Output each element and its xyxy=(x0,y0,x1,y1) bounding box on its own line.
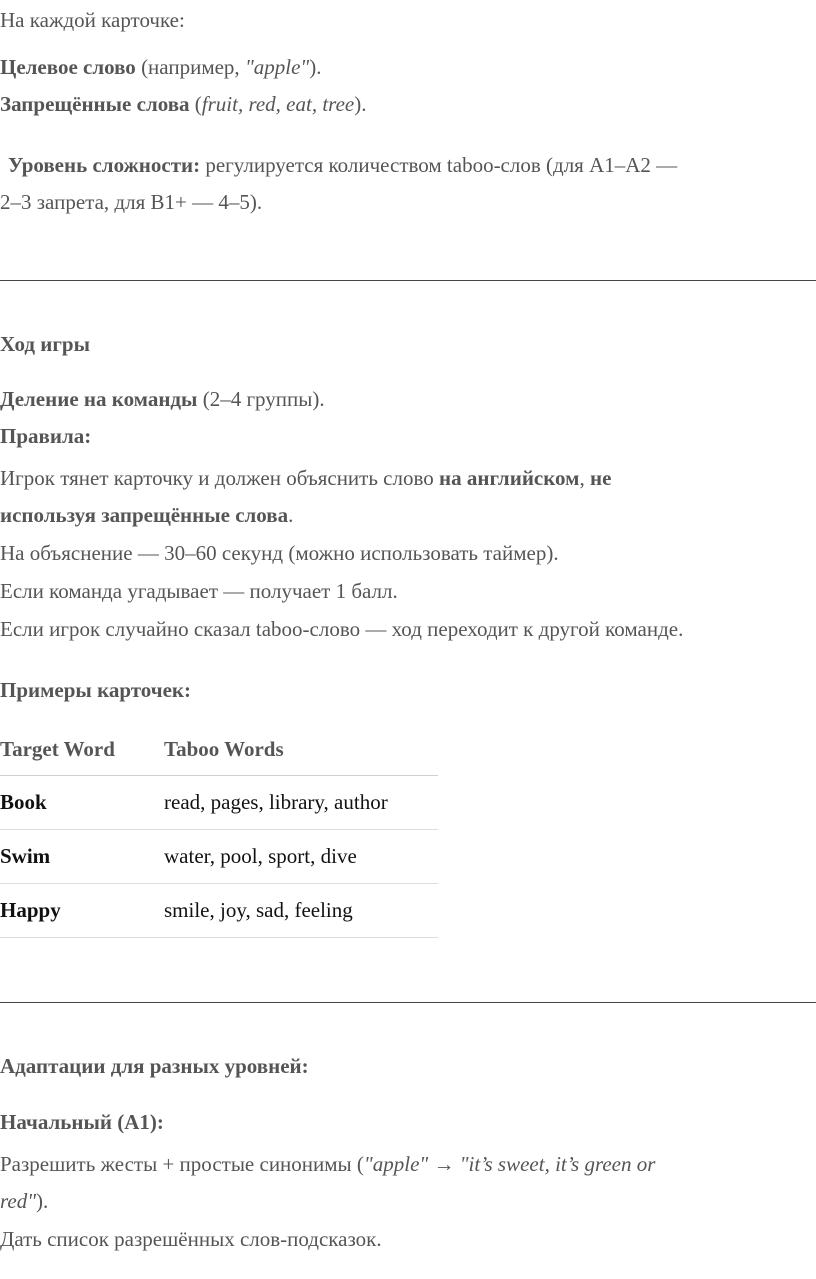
adaptations-title: Адаптации для разных уровней: xyxy=(0,1054,309,1078)
a1-line-1: Разрешить жесты + простые синонимы ("apple" → "it’s sweet, it’s green or xyxy=(0,1152,656,1176)
teams-text: (2–4 группы). xyxy=(197,387,325,411)
teams-label: Деление на команды xyxy=(0,387,198,411)
table-cell-taboo: read, pages, library, author xyxy=(164,790,388,814)
taboo-words-pre: ( xyxy=(189,92,202,116)
target-word-pre: (например, xyxy=(135,55,245,79)
target-word-line xyxy=(0,49,321,86)
table-cell-taboo: water, pool, sport, dive xyxy=(164,844,357,868)
table-row xyxy=(0,884,438,938)
rules-label: Правила: xyxy=(0,424,92,448)
a1-line-3: Дать список разрешённых слов-подсказок. xyxy=(0,1227,382,1251)
taboo-words-post: ). xyxy=(354,92,367,116)
divider xyxy=(0,1002,816,1003)
target-word-post: ). xyxy=(309,55,322,79)
rule-3: Если команда угадывает — получает 1 балл. xyxy=(0,579,398,603)
level-a1-title: Начальный (A1): xyxy=(0,1110,164,1134)
table-row xyxy=(0,776,438,830)
difficulty-line xyxy=(8,147,677,184)
rule-1-line-2: используя запрещённые слова. xyxy=(0,503,294,527)
taboo-words-label: Запрещённые слова xyxy=(0,92,190,116)
difficulty-label: Уровень сложности: xyxy=(8,153,201,177)
rule-4: Если игрок случайно сказал taboo-слово — ход переходит к другой команде. xyxy=(0,617,684,641)
teams-line xyxy=(0,381,325,418)
table-header-target: Target Word xyxy=(0,736,115,761)
rule-1-line-1: Игрок тянет карточку и должен объяснить слово на английском, не xyxy=(0,466,612,490)
table-cell-word: Book xyxy=(0,790,47,814)
taboo-words-example: fruit, red, eat, tree xyxy=(201,92,355,116)
table-header-taboo: Taboo Words xyxy=(164,736,284,761)
target-word-label: Целевое слово xyxy=(0,55,136,79)
intro-heading: На каждой карточке: xyxy=(0,8,185,32)
examples-title: Примеры карточек: xyxy=(0,678,191,702)
difficulty-text: регулируется количеством taboo-слов (для A1–A2 — xyxy=(200,153,678,177)
target-word-example: "apple" xyxy=(244,55,310,79)
table-cell-taboo: smile, joy, sad, feeling xyxy=(164,898,353,922)
a1-line-2: red"). xyxy=(0,1189,49,1213)
table-cell-word: Happy xyxy=(0,898,61,922)
table-row xyxy=(0,830,438,884)
table-cell-word: Swim xyxy=(0,844,51,868)
rule-2: На объяснение — 30–60 секунд (можно использовать таймер). xyxy=(0,541,559,565)
cards-table xyxy=(0,723,438,938)
divider xyxy=(0,280,816,281)
table-header-row xyxy=(0,723,438,776)
taboo-words-line xyxy=(0,86,366,123)
game-title: Ход игры xyxy=(0,332,90,356)
difficulty-line-2: 2–3 запрета, для B1+ — 4–5). xyxy=(0,190,263,214)
